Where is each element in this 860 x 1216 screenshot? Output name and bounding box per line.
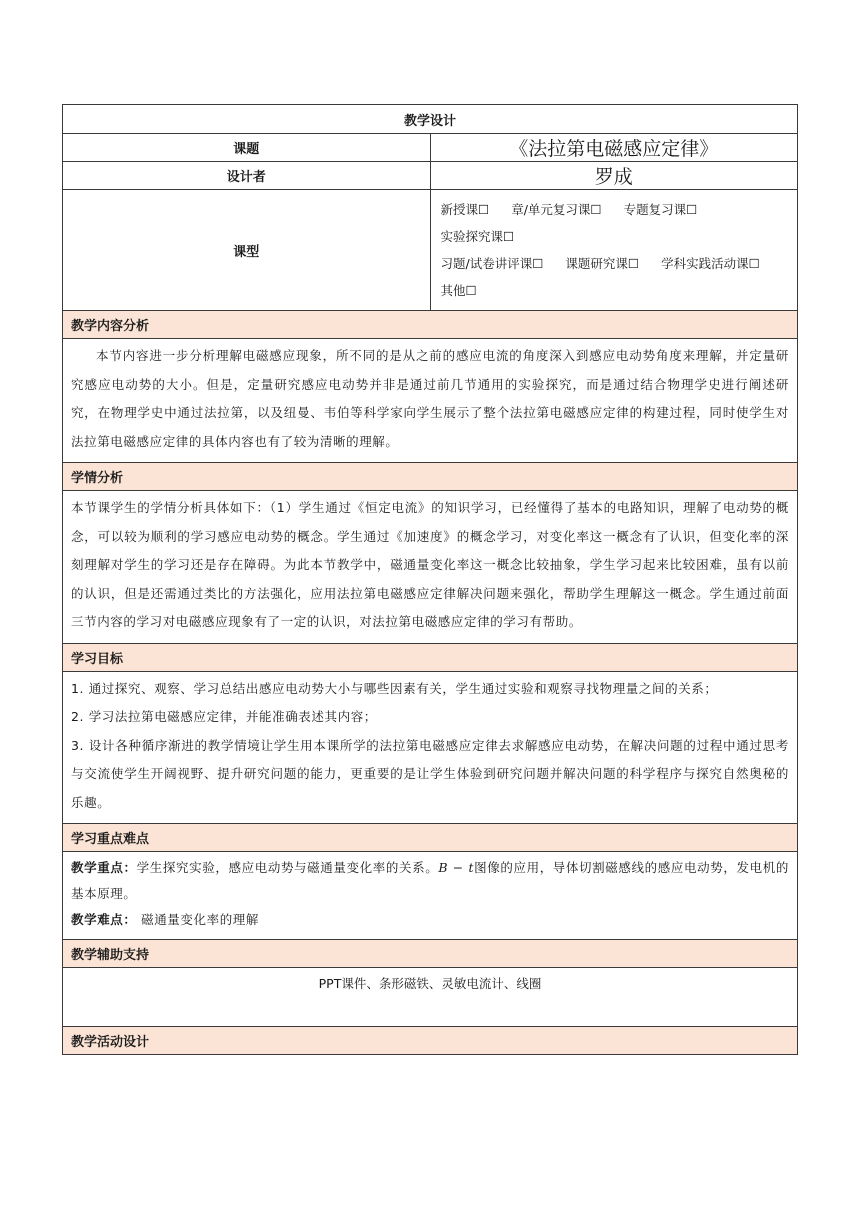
type-options-row-1 [441, 196, 788, 250]
objectives-heading: 学习目标 [63, 643, 798, 671]
objective-item-3: 3. 设计各种循序渐进的教学情境让学生用本课所学的法拉第电磁感应定律去求解感应电动势，在解决问题的过程中通过思考与交流使学生开阔视野、提升研究问题的能力，更重要的是让学生体验到研究问题并解决问题的科学程序与探究自然奥秘的乐趣。 [71, 737, 789, 810]
learner-analysis-heading: 学情分析 [63, 463, 798, 491]
type-options-row-2 [441, 250, 788, 304]
type-option-topic-review[interactable]: 专题复习课☐ [623, 202, 698, 217]
type-option-practice-activity[interactable]: 学科实践活动课☐ [661, 256, 760, 271]
type-option-research[interactable]: 课题研究课☐ [565, 256, 640, 271]
learner-analysis-text: 本节课学生的学情分析具体如下：（1）学生通过《恒定电流》的知识学习，已经懂得了基本的电路知识，理解了电动势的概念，可以较为顺利的学习感应电动势的概念。学生通过《加速度》的概念学习，对变化率这一概念有了认识，但变化率的深刻理解对学生的学习还是存在障碍。为此本节教学中，磁通量变化率这一概念比较抽象，学生学习起来比较困难，虽有以前的认识，但是还需通过类比的方法强化，应用法拉第电磁感应定律解决问题来强化，帮助学生理解这一概念。学生通过前面三节内容的学习对电磁感应现象有了一定的认识，对法拉第电磁感应定律的学习有帮助。 [71, 500, 789, 629]
course-value: 《法拉第电磁感应定律》 [430, 134, 798, 162]
type-label: 课型 [63, 190, 431, 311]
designer-value: 罗成 [430, 162, 798, 190]
lesson-plan-table [62, 104, 798, 1055]
teaching-difficulty [71, 907, 789, 933]
type-option-other[interactable]: 其他☐ [440, 283, 477, 298]
support-heading: 教学辅助支持 [63, 940, 798, 968]
content-analysis-text: 本节内容进一步分析理解电磁感应现象，所不同的是从之前的感应电流的角度深入到感应电动势角度来理解，并定量研究感应电动势的大小。但是，定量研究感应电动势并非是通过前几节通用的实验探究，而是通过结合物理学史进行阐述研究，在物理学史中通过法拉第，以及纽曼、韦伯等科学家向学生展示了整个法拉第电磁感应定律的构建过程，同时使学生对法拉第电磁感应定律的具体内容也有了较为清晰的理解。 [71, 348, 789, 449]
teaching-focus [71, 855, 789, 907]
type-options [430, 190, 798, 311]
type-option-exercise-review[interactable]: 习题/试卷讲评课☐ [440, 256, 544, 271]
teaching-difficulty-label: 教学难点： [71, 912, 137, 927]
teaching-difficulty-text: 磁通量变化率的理解 [141, 912, 259, 927]
teaching-focus-formula: B − t [438, 860, 475, 875]
activity-heading: 教学活动设计 [63, 1027, 798, 1055]
designer-label: 设计者 [63, 162, 431, 190]
key-points-heading: 学习重点难点 [63, 824, 798, 852]
course-label: 课题 [63, 134, 431, 162]
content-analysis-body [63, 339, 798, 463]
document-title: 教学设计 [63, 105, 798, 134]
content-analysis-heading: 教学内容分析 [63, 311, 798, 339]
type-option-new[interactable]: 新授课☐ [440, 202, 490, 217]
teaching-focus-text-a: 学生探究实验，感应电动势与磁通量变化率的关系。 [136, 860, 439, 875]
objective-item-2: 2. 学习法拉第电磁感应定律，并能准确表述其内容； [71, 709, 377, 724]
type-option-experiment[interactable]: 实验探究课☐ [440, 229, 515, 244]
type-option-unit-review[interactable]: 章/单元复习课☐ [511, 202, 602, 217]
objectives-body [63, 671, 798, 824]
teaching-focus-label: 教学重点： [71, 860, 137, 875]
teaching-focus-text-b: 图像的应用，导体切割磁感线的感应电动势，发电机的基本原理。 [71, 860, 789, 901]
objective-item-1: 1. 通过探究、观察、学习总结出感应电动势大小与哪些因素有关，学生通过实验和观察寻找物理量之间的关系； [71, 680, 718, 696]
lesson-plan-document [62, 104, 798, 1055]
learner-analysis-body [63, 491, 798, 644]
key-points-body [63, 852, 798, 940]
support-text: PPT课件、条形磁铁、灵敏电流计、线圈 [63, 968, 798, 1027]
